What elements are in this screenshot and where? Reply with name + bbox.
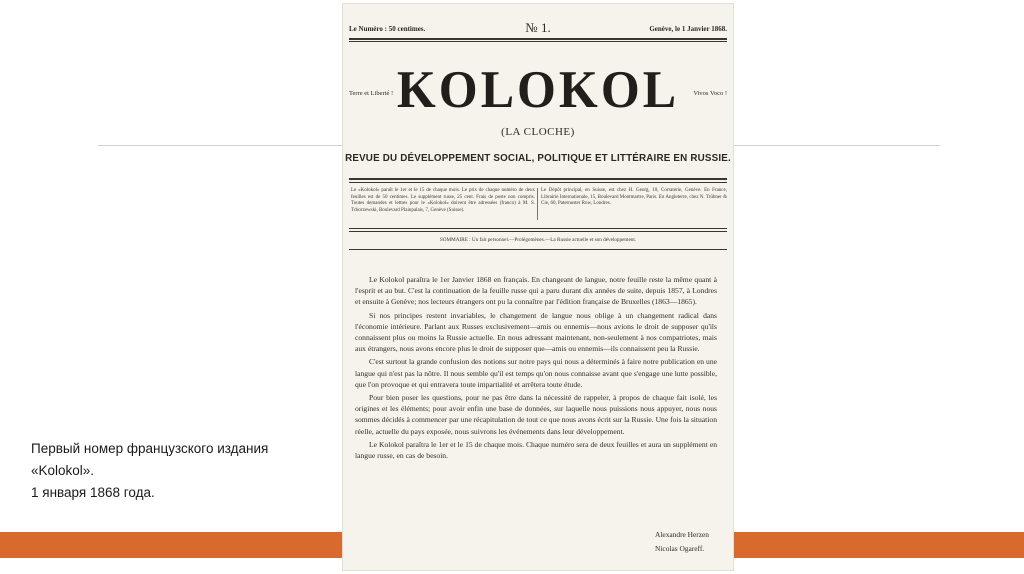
newspaper-image [343, 4, 733, 570]
paragraph: Le Kolokol paraîtra le 1er Janvier 1868 en français. En changeant de langue, notre feuille reste la même quant à l'esprit et au but. C'est la continuation de la feuille russe qui a paru durant dix années de suite, depuis 1857, à Londres et ensuite à Genève; nos lecteurs étrangers ont pu la connaître par l'édition française de Bruxelles (1863—1865). [355, 275, 717, 307]
signature-ogareff: Nicolas Ogareff. [655, 544, 705, 553]
newspaper-dateline: Genève, le 1 Janvier 1868. [649, 25, 727, 33]
newspaper-header-row [349, 20, 727, 36]
rule [349, 249, 727, 250]
newspaper-number: № 1. [525, 20, 551, 35]
motto-left: Terre et Liberté ! [349, 90, 394, 97]
article-body [355, 274, 717, 463]
rule [349, 41, 727, 42]
rule [349, 178, 727, 180]
motto-right: Vivos Voco ! [693, 90, 727, 97]
newspaper-subtitle: (LA CLOCHE) [501, 126, 575, 138]
paragraph: Si nos principes restent invariables, le changement de langue nous oblige à un changement radical dans l'économie intérieure. Parlant aux Russes exclusivement—amis ou ennemis—nous avions le droit de supposer qu'ils connaissent plus ou moins la Russie actuelle. En nous adressant maintenant, non-seulement à nos compatriotes, mais aux étrangers, nous avons encore plus le droit de supposer que—amis ou ennemis—ils connaissent peu la Russie. [355, 310, 717, 354]
paragraph: Pour bien poser les questions, pour ne pas être dans la nécessité de rappeler, à propos de chaque fait isolé, les origines et les éléments; pour avoir enfin une base de données, sur laquelle nous puissions nous appuyer, nous nous sommes décidés à commencer par une récapitulation de tout ce que nous avons écrit sur la Russie. Une fois la situation réelle, actuelle du pays exposée, nous suivrons les événements dans leur développement. [355, 393, 717, 436]
caption-line-3: 1 января 1868 года. [31, 485, 155, 500]
rule [349, 231, 727, 232]
caption [31, 438, 351, 504]
info-divider [537, 188, 538, 220]
rule [349, 228, 727, 229]
caption-line-2: «Kolokol». [31, 463, 95, 478]
newspaper-revue-line: REVUE DU DÉVELOPPEMENT SOCIAL, POLITIQUE ET LITTÉRAIRE EN RUSSIE. [345, 153, 731, 164]
rule [349, 38, 727, 40]
paragraph: C'est surtout la grande confusion des notions sur notre pays qui nous a déterminés à faire notre publication en une langue qui n'est pas la nôtre. Il nous semble qu'il est temps qu'on nous connaisse avant que s'engage une lutte possible, que l'on provoque et qui entravera toute impartialité et arrêtera toute étude. [355, 357, 717, 389]
info-right: Le Dépôt principal, en Suisse, est chez H. Georg, 10, Corraterie, Genève. En France, Librairie Internationale, 15, Boulevard Montmartre, Paris. En Angleterre, chez N. Trübner & Cie, 60, Paternoster Row, Londres. [541, 188, 727, 207]
newspaper-title: KOLOKOL [396, 59, 680, 119]
sommaire: SOMMAIRE : Un fait personnel.—Prolégomènes.—La Russie actuelle et son développement. [439, 237, 637, 243]
paragraph: Le Kolokol paraîtra le 1er et le 15 de chaque mois. Chaque numéro sera de deux feuilles et aura un supplément en langue russe, en cas de besoin. [355, 439, 717, 461]
rule [349, 182, 727, 183]
signature-herzen: Alexandre Herzen [655, 530, 709, 539]
newspaper-price: Le Numéro : 50 centimes. [349, 25, 426, 33]
caption-line-1: Первый номер французского издания [31, 441, 269, 456]
signatures [655, 528, 709, 556]
info-left: Le «Kolokol» paraît le 1er et le 15 de chaque mois. Le prix de chaque numéro de deux feuilles est de 50 centimes. Le supplément russe, 25 cent. Frais de poste non compris. Toutes demandes et lettres pour le «Kolokol» doivent être adressées (franco) à M. S. Tchorzewski, Boulevard Plainpalais, 7, Genève (Suisse). [351, 188, 535, 213]
